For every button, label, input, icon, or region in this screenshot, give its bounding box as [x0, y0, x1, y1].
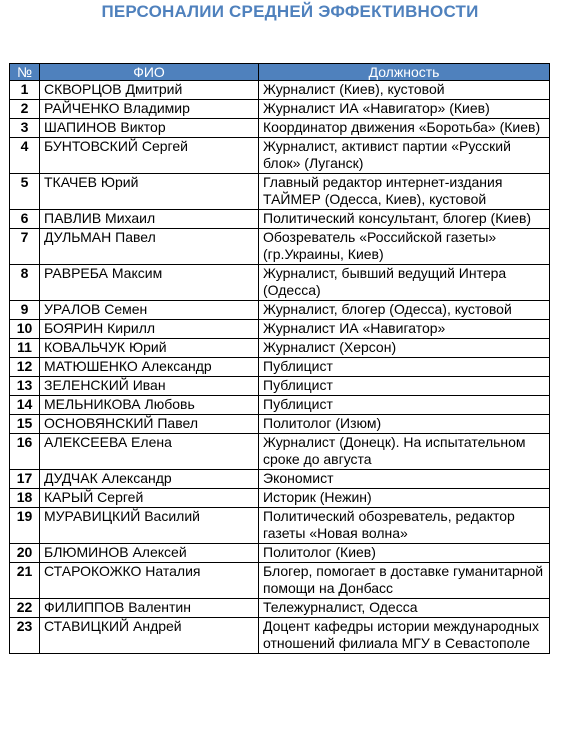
person-position: Историк (Нежин) — [259, 489, 550, 508]
table-row — [10, 301, 550, 320]
person-name: КОВАЛЬЧУК Юрий — [40, 339, 259, 358]
row-number: 9 — [10, 301, 40, 320]
table-row — [10, 563, 550, 599]
row-number: 2 — [10, 100, 40, 119]
table-row — [10, 358, 550, 377]
person-position: Политолог (Киев) — [259, 544, 550, 563]
row-number: 12 — [10, 358, 40, 377]
row-number: 8 — [10, 265, 40, 301]
person-position: Журналист (Киев), кустовой — [259, 81, 550, 100]
row-number: 3 — [10, 119, 40, 138]
table-row — [10, 396, 550, 415]
table-row — [10, 489, 550, 508]
person-name: РАВРЕБА Максим — [40, 265, 259, 301]
person-name: МАТЮШЕНКО Александр — [40, 358, 259, 377]
person-position: Журналист (Донецк). На испытательном сроке до августа — [259, 434, 550, 470]
person-name: РАЙЧЕНКО Владимир — [40, 100, 259, 119]
table-row — [10, 599, 550, 618]
person-position: Обозреватель «Российской газеты» (гр.Украины, Киев) — [259, 229, 550, 265]
personalities-table — [9, 63, 550, 654]
column-header-position: Должность — [259, 64, 550, 81]
person-position: Координатор движения «Боротьба» (Киев) — [259, 119, 550, 138]
table-row — [10, 174, 550, 210]
person-name: БОЯРИН Кирилл — [40, 320, 259, 339]
person-position: Журналист, активист партии «Русский блок» (Луганск) — [259, 138, 550, 174]
row-number: 4 — [10, 138, 40, 174]
person-name: ОСНОВЯНСКИЙ Павел — [40, 415, 259, 434]
row-number: 15 — [10, 415, 40, 434]
table-row — [10, 434, 550, 470]
person-position: Политический консультант, блогер (Киев) — [259, 210, 550, 229]
person-position: Главный редактор интернет-издания ТАЙМЕР (Одесса, Киев), кустовой — [259, 174, 550, 210]
table-row — [10, 377, 550, 396]
person-name: МУРАВИЦКИЙ Василий — [40, 508, 259, 544]
person-position: Блогер, помогает в доставке гуманитарной помощи на Донбасс — [259, 563, 550, 599]
person-position: Тележурналист, Одесса — [259, 599, 550, 618]
row-number: 20 — [10, 544, 40, 563]
row-number: 21 — [10, 563, 40, 599]
row-number: 22 — [10, 599, 40, 618]
person-name: БУНТОВСКИЙ Сергей — [40, 138, 259, 174]
row-number: 18 — [10, 489, 40, 508]
row-number: 7 — [10, 229, 40, 265]
table-row — [10, 415, 550, 434]
person-position: Журналист ИА «Навигатор» (Киев) — [259, 100, 550, 119]
table-row — [10, 229, 550, 265]
person-position: Политический обозреватель, редактор газеты «Новая волна» — [259, 508, 550, 544]
column-header-number: № — [10, 64, 40, 81]
row-number: 17 — [10, 470, 40, 489]
person-name: МЕЛЬНИКОВА Любовь — [40, 396, 259, 415]
person-position: Журналист ИА «Навигатор» — [259, 320, 550, 339]
person-name: КАРЫЙ Сергей — [40, 489, 259, 508]
person-name: ТКАЧЕВ Юрий — [40, 174, 259, 210]
table-row — [10, 210, 550, 229]
person-name: АЛЕКСЕЕВА Елена — [40, 434, 259, 470]
row-number: 6 — [10, 210, 40, 229]
row-number: 11 — [10, 339, 40, 358]
table-row — [10, 544, 550, 563]
row-number: 23 — [10, 618, 40, 654]
table-row — [10, 470, 550, 489]
row-number: 16 — [10, 434, 40, 470]
person-name: СТАРОКОЖКО Наталия — [40, 563, 259, 599]
person-name: УРАЛОВ Семен — [40, 301, 259, 320]
row-number: 10 — [10, 320, 40, 339]
person-position: Публицист — [259, 396, 550, 415]
table-row — [10, 119, 550, 138]
person-position: Журналист, бывший ведущий Интера (Одесса) — [259, 265, 550, 301]
person-name: ПАВЛИВ Михаил — [40, 210, 259, 229]
table-row — [10, 339, 550, 358]
table-row — [10, 320, 550, 339]
row-number: 14 — [10, 396, 40, 415]
table-row — [10, 81, 550, 100]
person-name: ШАПИНОВ Виктор — [40, 119, 259, 138]
person-position: Публицист — [259, 358, 550, 377]
person-name: ДУЛЬМАН Павел — [40, 229, 259, 265]
column-header-name: ФИО — [40, 64, 259, 81]
row-number: 13 — [10, 377, 40, 396]
person-name: ДУДЧАК Александр — [40, 470, 259, 489]
person-position: Политолог (Изюм) — [259, 415, 550, 434]
row-number: 19 — [10, 508, 40, 544]
table-row — [10, 618, 550, 654]
table-row — [10, 265, 550, 301]
person-name: БЛЮМИНОВ Алексей — [40, 544, 259, 563]
row-number: 5 — [10, 174, 40, 210]
table-row — [10, 138, 550, 174]
table-row — [10, 508, 550, 544]
person-position: Журналист, блогер (Одесса), кустовой — [259, 301, 550, 320]
person-name: ФИЛИППОВ Валентин — [40, 599, 259, 618]
person-position: Доцент кафедры истории международных отношений филиала МГУ в Севастополе — [259, 618, 550, 654]
person-position: Экономист — [259, 470, 550, 489]
row-number: 1 — [10, 81, 40, 100]
table-row — [10, 100, 550, 119]
table-header-row — [10, 64, 550, 81]
person-position: Журналист (Херсон) — [259, 339, 550, 358]
person-position: Публицист — [259, 377, 550, 396]
person-name: СКВОРЦОВ Дмитрий — [40, 81, 259, 100]
page-title: ПЕРСОНАЛИИ СРЕДНЕЙ ЭФФЕКТИВНОСТИ — [101, 2, 479, 21]
person-name: ЗЕЛЕНСКИЙ Иван — [40, 377, 259, 396]
person-name: СТАВИЦКИЙ Андрей — [40, 618, 259, 654]
